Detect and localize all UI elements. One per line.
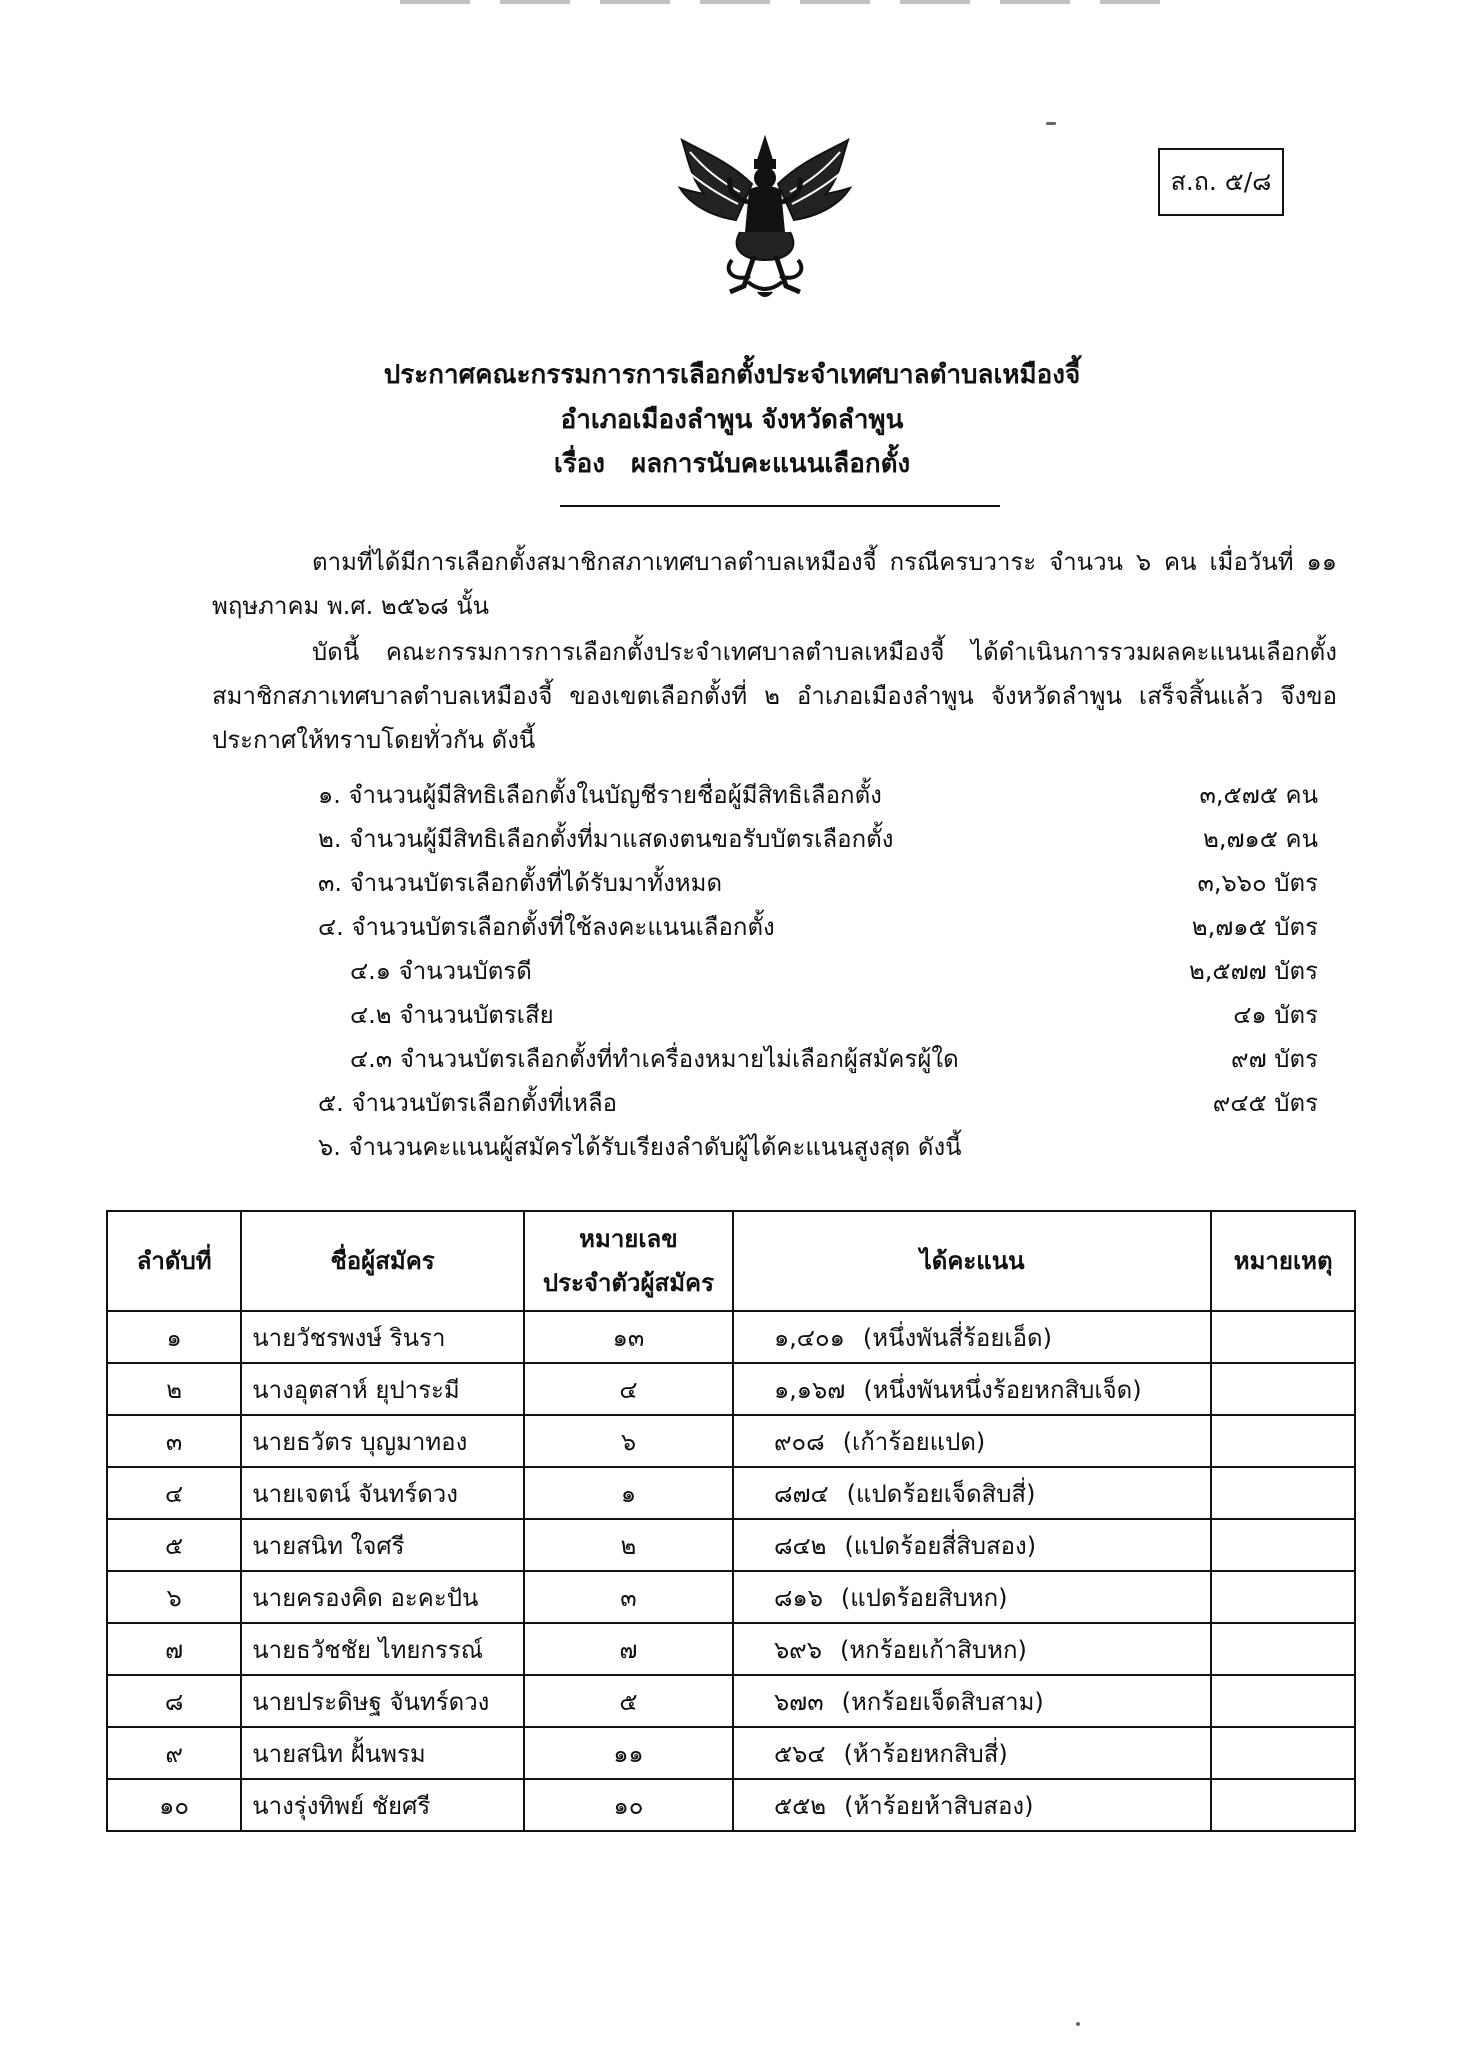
paragraph-result-text: บัดนี้ คณะกรรมการการเลือกตั้งประจำเทศบาลตำบลเหมืองจี้ ได้ดำเนินการรวมผลคะแนนเลือกตั้ง สมาชิกสภาเทศบาลตำบลเหมืองจี้ ของเขตเลือกตั้งที่ ๒ อำเภอเมืองลำพูน จังหวัดลำพูน เสร็จสิ้นแล้ว จึงขอประกาศให้ทราบโดยทั่วกัน ดังนี้	[212, 638, 1337, 754]
header-number-line2: ประจำตัวผู้สมัคร	[542, 1269, 714, 1297]
stat-value: ๙๗ บัตร	[1231, 1044, 1318, 1073]
cell-name: นายธวัชชัย ไทยกรรณ์	[241, 1623, 524, 1675]
stat-label: ๑. จำนวนผู้มีสิทธิเลือกตั้งในบัญชีรายชื่อผู้มีสิทธิเลือกตั้ง	[318, 780, 882, 809]
stat-value: ๒,๕๗๗ บัตร	[1188, 956, 1318, 985]
stat-value: ๒,๗๑๕ บัตร	[1191, 912, 1318, 941]
stat-value: ๒,๗๑๕ คน	[1203, 824, 1318, 853]
cell-note	[1211, 1623, 1355, 1675]
scan-speck	[1046, 122, 1056, 125]
cell-number: ๕	[524, 1675, 733, 1727]
scan-speck	[1076, 2022, 1080, 2026]
header-name: ชื่อผู้สมัคร	[241, 1211, 524, 1311]
cell-number: ๖	[524, 1415, 733, 1467]
cell-note	[1211, 1311, 1355, 1363]
stat-row-sub	[350, 992, 1318, 1036]
cell-score	[733, 1571, 1211, 1623]
cell-name: นายครองคิด อะคะปัน	[241, 1571, 524, 1623]
cell-note	[1211, 1415, 1355, 1467]
table-row	[107, 1415, 1355, 1467]
cell-number: ๒	[524, 1519, 733, 1571]
cell-number: ๔	[524, 1363, 733, 1415]
cell-score	[733, 1415, 1211, 1467]
announcement-subject	[200, 443, 1264, 484]
table-row	[107, 1571, 1355, 1623]
cell-score	[733, 1623, 1211, 1675]
score-words: (ห้าร้อยห้าสิบสอง)	[844, 1791, 1034, 1820]
header-score: ได้คะแนน	[733, 1211, 1211, 1311]
table-row	[107, 1675, 1355, 1727]
cell-note	[1211, 1363, 1355, 1415]
score-words: (หนึ่งพันสี่ร้อยเอ็ด)	[862, 1323, 1052, 1352]
table-row	[107, 1623, 1355, 1675]
score-words: (แปดร้อยสิบหก)	[840, 1583, 1008, 1612]
candidate-results-table	[106, 1210, 1356, 1832]
cell-rank: ๑๐	[107, 1779, 241, 1831]
stat-value: ๓,๖๖๐ บัตร	[1197, 868, 1318, 897]
cell-rank: ๕	[107, 1519, 241, 1571]
cell-number: ๓	[524, 1571, 733, 1623]
cell-note	[1211, 1571, 1355, 1623]
table-row	[107, 1727, 1355, 1779]
table-row	[107, 1311, 1355, 1363]
cell-note	[1211, 1467, 1355, 1519]
stat-row	[318, 772, 1318, 816]
stat-value: ๔๑ บัตร	[1233, 1000, 1318, 1029]
cell-name: นายธวัตร บุญมาทอง	[241, 1415, 524, 1467]
stat-row	[318, 1124, 1318, 1168]
stat-row-sub	[350, 1036, 1318, 1080]
cell-score	[733, 1675, 1211, 1727]
cell-rank: ๔	[107, 1467, 241, 1519]
score-value: ๑,๑๖๗	[773, 1375, 846, 1404]
cell-number: ๗	[524, 1623, 733, 1675]
cell-rank: ๓	[107, 1415, 241, 1467]
stat-row	[318, 1080, 1318, 1124]
cell-score	[733, 1363, 1211, 1415]
cell-rank: ๗	[107, 1623, 241, 1675]
cell-rank: ๖	[107, 1571, 241, 1623]
paragraph-intro-text: ตามที่ได้มีการเลือกตั้งสมาชิกสภาเทศบาลตำบลเหมืองจี้ กรณีครบวาระ จำนวน ๖ คน เมื่อวันที่ ๑๑ พฤษภาคม พ.ศ. ๒๕๖๘ นั้น	[212, 548, 1337, 620]
cell-rank: ๒	[107, 1363, 241, 1415]
announcement-title: ประกาศคณะกรรมการการเลือกตั้งประจำเทศบาลตำบลเหมืองจี้	[383, 360, 1081, 390]
cell-name: นายประดิษฐ จันทร์ดวง	[241, 1675, 524, 1727]
cell-number: ๑	[524, 1467, 733, 1519]
subject-text: ผลการนับคะแนนเลือกตั้ง	[631, 449, 911, 479]
stat-label: ๔.๒ จำนวนบัตรเสีย	[350, 1000, 554, 1029]
stat-value: ๓,๕๗๕ คน	[1199, 780, 1318, 809]
cell-score	[733, 1727, 1211, 1779]
score-value: ๘๔๒	[773, 1531, 827, 1560]
score-value: ๖๗๓	[773, 1687, 824, 1716]
score-value: ๘๑๖	[773, 1583, 823, 1612]
paragraph-intro	[212, 540, 1337, 628]
score-words: (ห้าร้อยหกสิบสี่)	[843, 1739, 1008, 1768]
score-value: ๕๖๔	[773, 1739, 826, 1768]
table-header-row	[107, 1211, 1355, 1311]
score-words: (หกร้อยเจ็ดสิบสาม)	[841, 1687, 1044, 1716]
cell-number: ๑๑	[524, 1727, 733, 1779]
stat-row	[318, 904, 1318, 948]
cell-name: นายสนิท ฝั้นพรม	[241, 1727, 524, 1779]
cell-score	[733, 1311, 1211, 1363]
score-value: ๙๐๘	[773, 1427, 825, 1456]
score-words: (หกร้อยเก้าสิบหก)	[839, 1635, 1027, 1664]
stat-value: ๙๔๕ บัตร	[1212, 1088, 1318, 1117]
cell-note	[1211, 1675, 1355, 1727]
header-rank: ลำดับที่	[107, 1211, 241, 1311]
score-value: ๖๙๖	[773, 1635, 822, 1664]
cell-rank: ๘	[107, 1675, 241, 1727]
cell-score	[733, 1779, 1211, 1831]
header-number-line1: หมายเลข	[579, 1225, 678, 1253]
cell-note	[1211, 1727, 1355, 1779]
header-candidate-number	[524, 1211, 733, 1311]
garuda-emblem	[670, 132, 860, 302]
cell-name: นายวัชรพงษ์ รินรา	[241, 1311, 524, 1363]
table-row	[107, 1467, 1355, 1519]
cell-name: นางอุตสาห์ ยุปาระมี	[241, 1363, 524, 1415]
stat-label: ๒. จำนวนผู้มีสิทธิเลือกตั้งที่มาแสดงตนขอรับบัตรเลือกตั้ง	[318, 824, 894, 853]
announcement-location: อำเภอเมืองลำพูน จังหวัดลำพูน	[560, 405, 904, 435]
cell-name: นายสนิท ใจศรี	[241, 1519, 524, 1571]
stat-label: ๔.๑ จำนวนบัตรดี	[350, 956, 532, 985]
score-value: ๘๗๔	[773, 1479, 829, 1508]
cell-number: ๑๓	[524, 1311, 733, 1363]
stat-label: ๖. จำนวนคะแนนผู้สมัครได้รับเรียงลำดับผู้ได้คะแนนสูงสุด ดังนี้	[318, 1132, 962, 1161]
stat-row	[318, 860, 1318, 904]
cell-name: นายเจตน์ จันทร์ดวง	[241, 1467, 524, 1519]
stat-label: ๔.๓ จำนวนบัตรเลือกตั้งที่ทำเครื่องหมายไม่เลือกผู้สมัครผู้ใด	[350, 1044, 959, 1073]
cell-note	[1211, 1519, 1355, 1571]
score-value: ๑,๔๐๑	[773, 1323, 845, 1352]
table-row	[107, 1363, 1355, 1415]
stat-row-sub	[350, 948, 1318, 992]
paragraph-result	[212, 630, 1337, 762]
title-divider	[560, 505, 1000, 507]
header-note: หมายเหตุ	[1211, 1211, 1355, 1311]
cell-rank: ๙	[107, 1727, 241, 1779]
scan-edge-mark	[400, 0, 1160, 4]
stat-label: ๓. จำนวนบัตรเลือกตั้งที่ได้รับมาทั้งหมด	[318, 868, 723, 897]
cell-score	[733, 1519, 1211, 1571]
table-row	[107, 1519, 1355, 1571]
form-code-box: ส.ถ. ๕/๘	[1158, 148, 1284, 216]
cell-rank: ๑	[107, 1311, 241, 1363]
stat-label: ๕. จำนวนบัตรเลือกตั้งที่เหลือ	[318, 1088, 618, 1117]
cell-score	[733, 1467, 1211, 1519]
cell-note	[1211, 1779, 1355, 1831]
score-words: (แปดร้อยสี่สิบสอง)	[844, 1531, 1037, 1560]
score-words: (หนึ่งพันหนึ่งร้อยหกสิบเจ็ด)	[863, 1375, 1142, 1404]
table-row	[107, 1779, 1355, 1831]
cell-name: นางรุ่งทิพย์ ชัยศรี	[241, 1779, 524, 1831]
subject-label: เรื่อง	[553, 449, 605, 479]
score-value: ๕๕๒	[773, 1791, 827, 1820]
score-words: (เก้าร้อยแปด)	[842, 1427, 986, 1456]
stat-label: ๔. จำนวนบัตรเลือกตั้งที่ใช้ลงคะแนนเลือกตั้ง	[318, 912, 775, 941]
stat-row	[318, 816, 1318, 860]
score-words: (แปดร้อยเจ็ดสิบสี่)	[846, 1479, 1036, 1508]
cell-number: ๑๐	[524, 1779, 733, 1831]
